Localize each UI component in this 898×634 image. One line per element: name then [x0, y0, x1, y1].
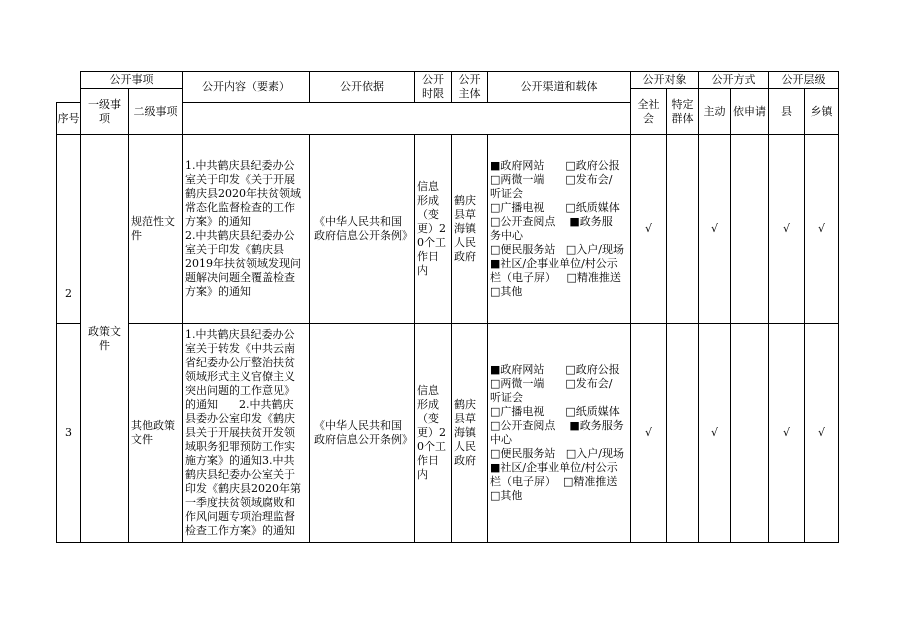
content-line: 常态化监督检查的工作: [185, 201, 295, 214]
check-audience-all: √: [631, 135, 667, 324]
header-method-request: 依申请: [731, 89, 769, 135]
row-subject: 鹤庆县草海镇人民政府: [452, 135, 488, 324]
row-time-limit: 信息形成（变更）20个工作日内: [415, 324, 452, 543]
table-row: [57, 324, 839, 543]
content-line: 施方案》的通知3.中共: [185, 454, 295, 467]
disclosure-table: [56, 71, 839, 543]
header-subject: 公开主体: [452, 72, 488, 103]
channel-line: □广播电视 □纸质媒体: [490, 405, 620, 418]
content-line: 县委办公室印发《鹤庆: [185, 412, 295, 425]
header-matter: 公开事项: [81, 72, 183, 89]
channel-line: □其他: [490, 489, 523, 502]
content-line: 室关于转发《中共云南: [185, 342, 295, 355]
header-time-limit: 公开时限: [415, 72, 452, 103]
level1-cell: 政策文件: [81, 135, 129, 543]
channel-line: 听证会: [490, 391, 523, 404]
channel-line: □公开查阅点 ■政务服务: [490, 419, 624, 432]
check-method-active: √: [699, 324, 731, 543]
content-line: 领域形式主义官僚主义: [185, 370, 295, 383]
header-content: 公开内容（要素）: [183, 72, 310, 103]
content-line: 突出问题的工作意见》: [185, 384, 295, 397]
check-method-request: [731, 324, 769, 543]
content-line: 1.中共鹤庆县纪委办公: [185, 159, 295, 172]
header-audience: 公开对象: [631, 72, 699, 89]
content-line: 鹤庆县纪委办公室关于: [185, 468, 295, 481]
content-line: 一季度扶贫领域腐败和: [185, 496, 295, 509]
check-level-town: √: [805, 324, 839, 543]
header-audience-all: 全社会: [631, 89, 667, 135]
check-level-county: √: [769, 135, 805, 324]
channel-line: 栏（电子屏） □精准推送: [490, 271, 621, 284]
row-content: [183, 135, 310, 324]
content-line: 1.中共鹤庆县纪委办公: [185, 328, 295, 341]
header-audience-specific: 特定群体: [667, 89, 699, 135]
check-audience-all: √: [631, 324, 667, 543]
check-method-active: √: [699, 135, 731, 324]
header-level: 公开层级: [769, 72, 839, 89]
check-method-request: [731, 135, 769, 324]
row-seq: 2: [57, 135, 81, 324]
channel-line: □便民服务站 □入户/现场: [490, 447, 624, 460]
row-level2: 规范性文件: [129, 135, 183, 324]
content-line: 省纪委办公厅整治扶贫: [185, 356, 295, 369]
content-line: 作风问题专项治理监督: [185, 510, 295, 523]
channel-line: 中心: [490, 433, 512, 446]
content-line: 印发《鹤庆县2020年第: [185, 482, 301, 495]
row-channels: [488, 324, 631, 543]
header-method: 公开方式: [699, 72, 769, 89]
channel-line: □公开查阅点 ■政务服: [490, 215, 613, 228]
channel-line: □便民服务站 □入户/现场: [490, 243, 624, 256]
header-channels: 公开渠道和载体: [488, 72, 631, 103]
check-audience-specific: [667, 135, 699, 324]
row-subject: 鹤庆县草海镇人民政府: [452, 324, 488, 543]
row-time-limit: 信息形成（变更）20个工作日内: [415, 135, 452, 324]
row-level2: 其他政策文件: [129, 324, 183, 543]
channel-line: ■政府网站 □政府公报: [490, 159, 620, 172]
channel-line: 栏（电子屏） □精准推送: [490, 475, 618, 488]
header-basis: 公开依据: [310, 72, 415, 103]
table-row: [57, 135, 839, 324]
channel-line: 务中心: [490, 229, 523, 242]
channel-line: □两微一端 □发布会/: [490, 173, 613, 186]
header-seq: 序号: [57, 103, 81, 135]
header-level2: 二级事项: [129, 89, 183, 135]
content-line: 域职务犯罪预防工作实: [185, 440, 295, 453]
row-seq: 3: [57, 324, 81, 543]
channel-line: □其他: [490, 285, 523, 298]
channel-line: □两微一端 □发布会/: [490, 377, 613, 390]
content-line: 2019年扶贫领域发现问: [185, 257, 301, 270]
content-line: 方案》的通知: [185, 215, 251, 228]
content-line: 鹤庆县2020年扶贫领域: [185, 187, 301, 200]
content-line: 检查工作方案》的通知: [185, 524, 295, 537]
header-level-county: 县: [769, 89, 805, 135]
channel-line: □广播电视 □纸质媒体: [490, 201, 620, 214]
channel-line: 听证会: [490, 187, 523, 200]
content-line: 方案》的通知: [185, 285, 251, 298]
row-basis: 《中华人民共和国政府信息公开条例》: [310, 135, 415, 324]
content-line: 题解决问题全覆盖检查: [185, 271, 295, 284]
content-line: 室关于印发《关于开展: [185, 173, 295, 186]
header-level-town: 乡镇: [805, 89, 839, 135]
row-content: [183, 324, 310, 543]
check-level-county: √: [769, 324, 805, 543]
row-basis: 《中华人民共和国政府信息公开条例》: [310, 324, 415, 543]
row-channels: [488, 135, 631, 324]
check-level-town: √: [805, 135, 839, 324]
channel-line: ■社区/企事业单位/村公示: [490, 461, 618, 474]
channel-line: ■政府网站 □政府公报: [490, 363, 620, 376]
header-level1: 一级事项: [81, 89, 129, 135]
channel-line: ■社区/企事业单位/村公示: [490, 257, 618, 270]
content-line: 的通知 2.中共鹤庆: [185, 398, 294, 411]
content-line: 室关于印发《鹤庆县: [185, 243, 284, 256]
header-method-active: 主动: [699, 89, 731, 135]
content-line: 2.中共鹤庆县纪委办公: [185, 229, 295, 242]
content-line: 县关于开展扶贫开发领: [185, 426, 295, 439]
check-audience-specific: [667, 324, 699, 543]
